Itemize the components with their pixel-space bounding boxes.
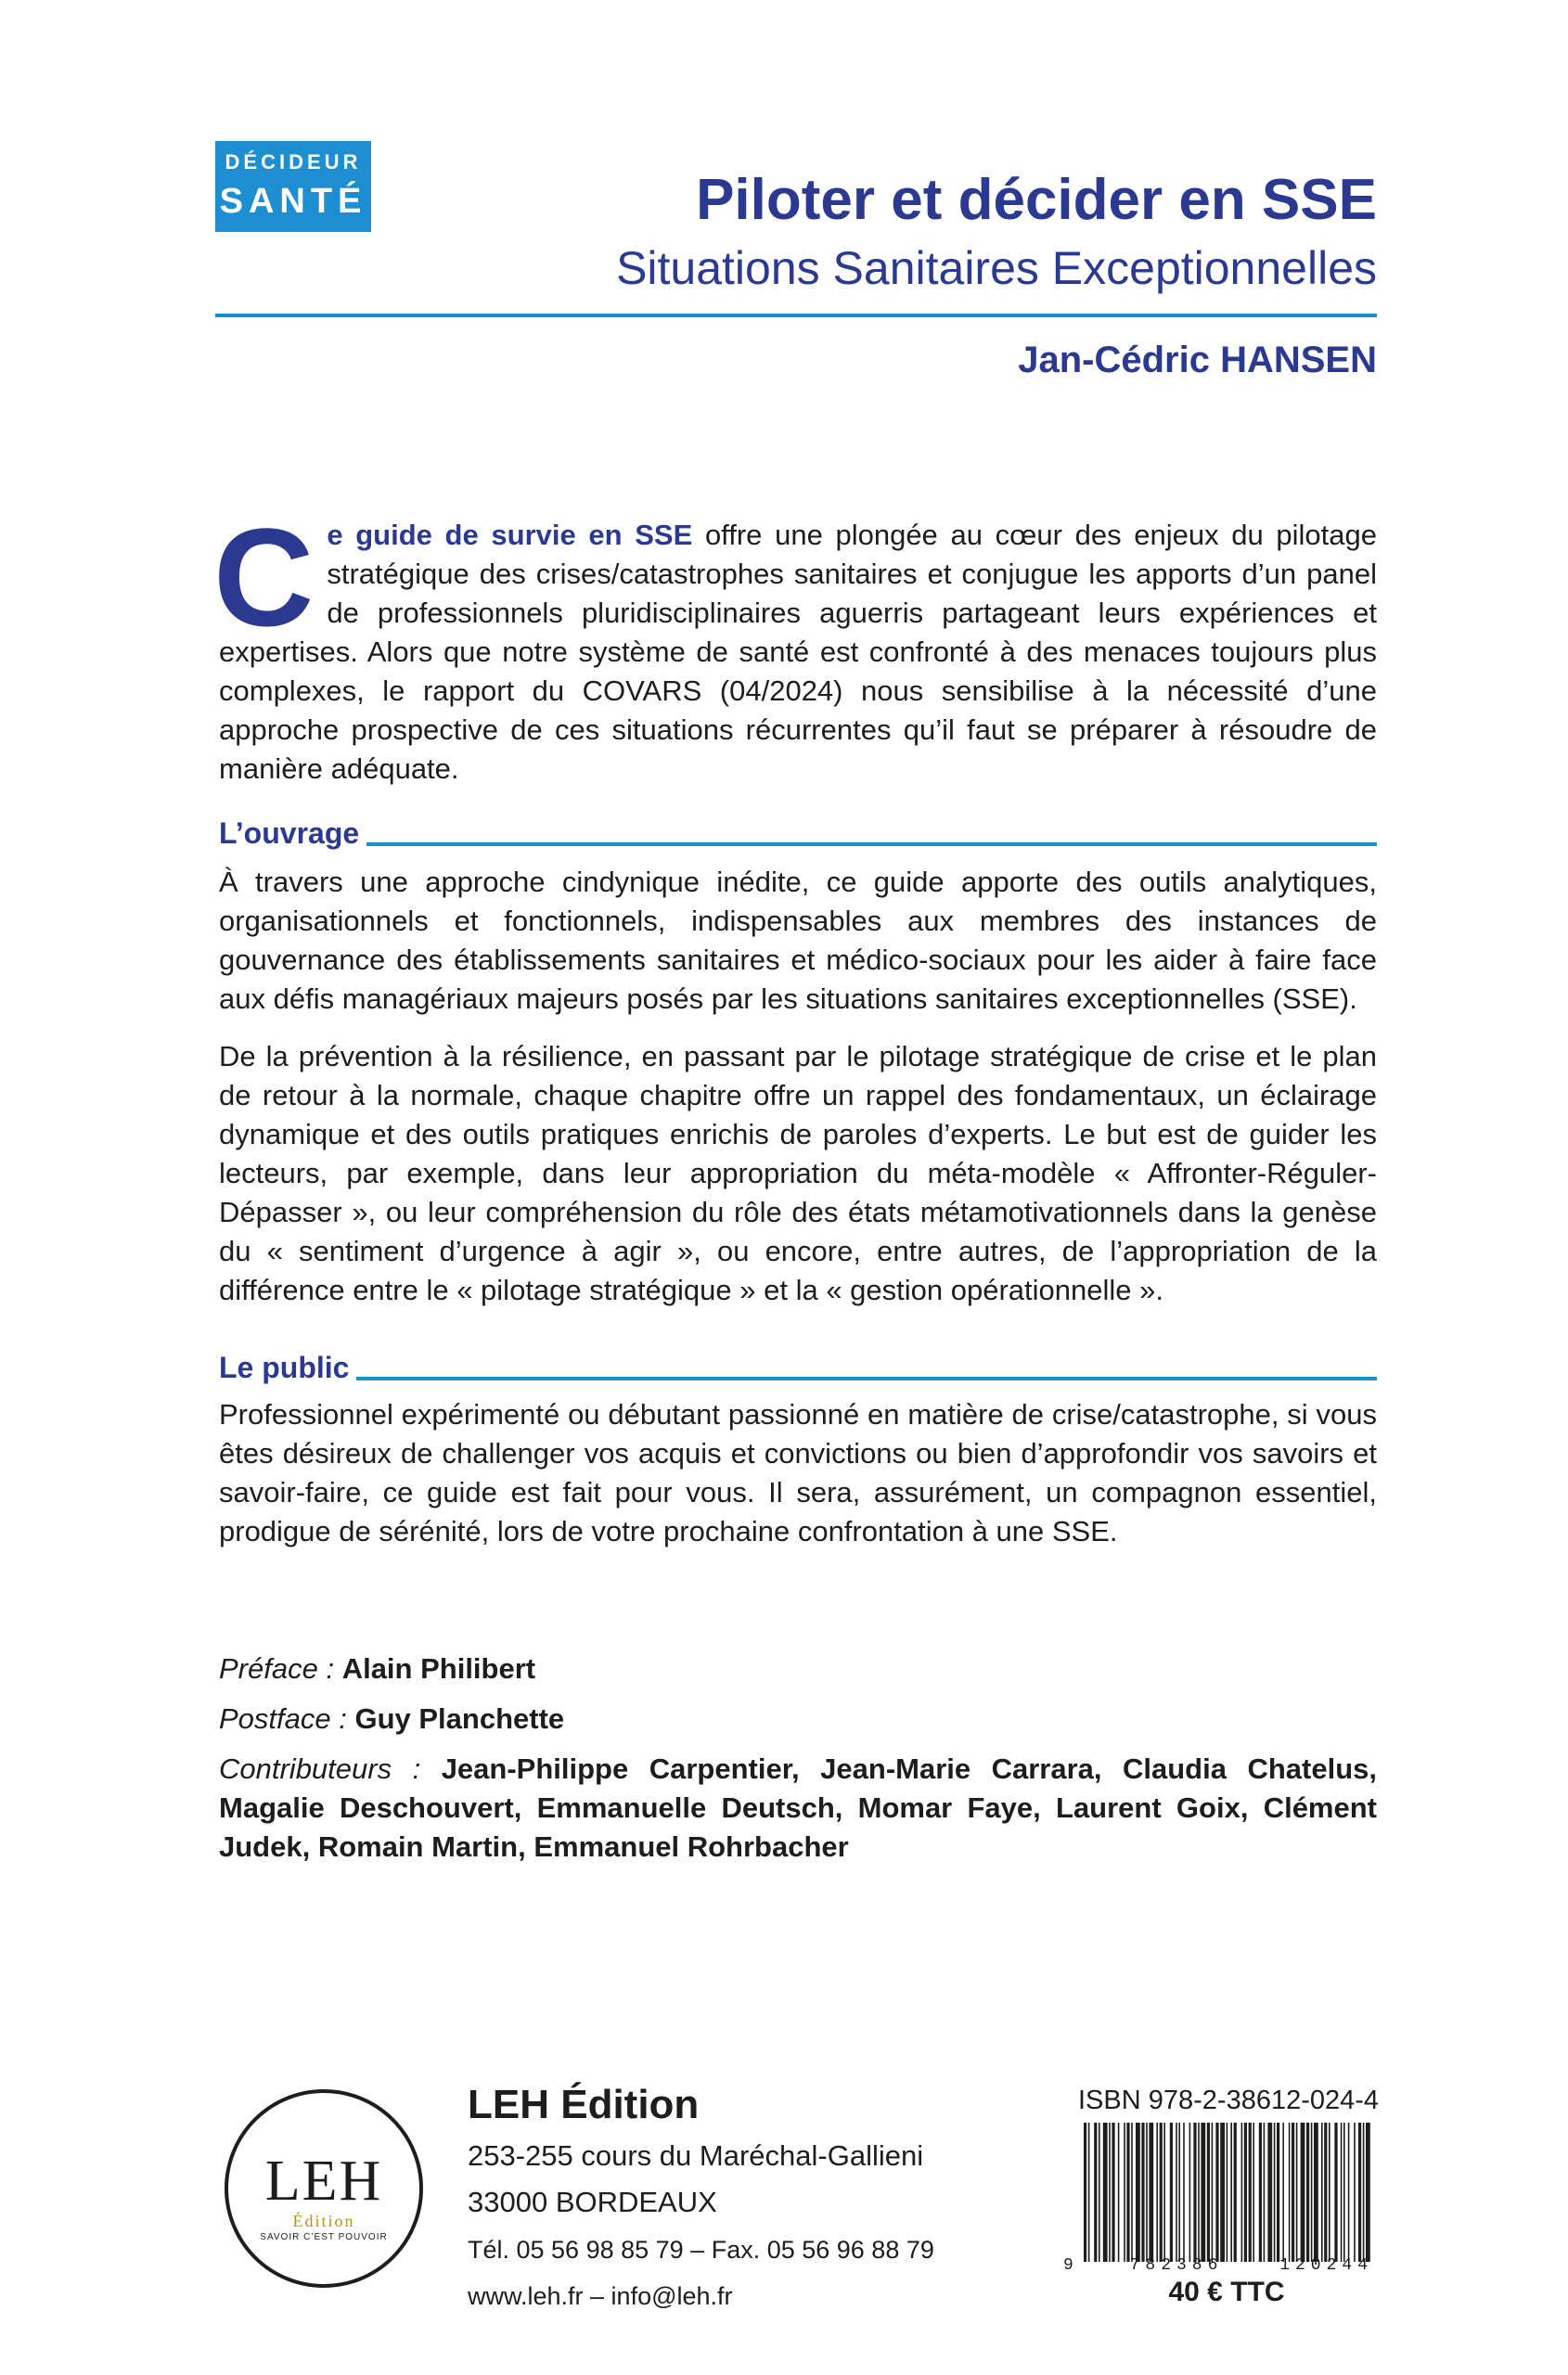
intro-text: offre une plongée au cœur des enjeux du pilotage stratégique des crises/catastrophes sanitaires et conjugue les apports d’un panel de professionnels pluridisciplinaires aguerris partageant leurs expériences et expertises. Alors que notre système de santé est confronté à des menaces toujours plus complexes, le rapport du COVARS (04/2024) nous sensibilise à la nécessité d’une approche prospective de ces situations récurrentes qu’il faut se préparer à résoudre de manière adéquate. bbox=[219, 519, 1378, 785]
barcode-bar bbox=[1193, 2123, 1196, 2262]
barcode-bar bbox=[1112, 2123, 1114, 2262]
barcode-bar bbox=[1156, 2123, 1158, 2262]
publisher-phone: Tél. 05 56 98 85 79 – Fax. 05 56 96 88 79 bbox=[468, 2236, 934, 2264]
header-divider bbox=[215, 314, 1377, 317]
section-rule bbox=[356, 1377, 1377, 1380]
contributors-line bbox=[219, 1750, 1377, 1867]
barcode-bar bbox=[1149, 2123, 1153, 2262]
barcode-bar bbox=[1311, 2123, 1313, 2262]
barcode-bar bbox=[1160, 2123, 1163, 2262]
logo-text: LEH bbox=[264, 2150, 383, 2213]
section-heading-label: L’ouvrage bbox=[219, 816, 360, 850]
barcode-bar bbox=[1124, 2123, 1125, 2262]
barcode-bar bbox=[1170, 2123, 1173, 2262]
barcode-bar bbox=[1215, 2123, 1218, 2262]
barcode-bar bbox=[1348, 2123, 1350, 2262]
barcode-bar bbox=[1230, 2123, 1232, 2262]
publisher-address-2: 33000 BORDEAUX bbox=[468, 2186, 717, 2218]
series-line-1: DÉCIDEUR bbox=[225, 150, 362, 173]
intro-paragraph bbox=[213, 499, 1378, 789]
barcode-bar bbox=[1141, 2123, 1144, 2262]
public-paragraph: Professionnel expérimenté ou débutant passionné en matière de crise/catastrophe, si vous êtes désireux de challenger vos acquis et convictions ou bien d’approfondir vos savoirs et savoir-faire, ce guide est fait pour vous. Il sera, assurément, un compagnon essentiel, prodigue de sérénité, lors de votre prochaine confrontation à une SSE. bbox=[219, 1398, 1377, 1547]
barcode-bar bbox=[1207, 2123, 1210, 2262]
ouvrage-paragraph-1: À travers une approche cindynique inédite, ce guide apporte des outils analytiques, organisationnels et fonctionnels, indispensables aux membres des instances de gouvernance des établissements sanitaires et médico-sociaux pour les aider à faire face aux défis managériaux majeurs posés par les situations sanitaires exceptionnelles (SSE). bbox=[219, 866, 1377, 1015]
barcode-bar bbox=[1314, 2123, 1318, 2262]
barcode bbox=[1082, 2123, 1371, 2262]
barcode-bar bbox=[1198, 2123, 1200, 2262]
barcode-bar bbox=[1084, 2123, 1086, 2262]
preface-line bbox=[219, 1650, 1377, 1688]
barcode-bar bbox=[1321, 2123, 1323, 2262]
barcode-bar bbox=[1301, 2123, 1305, 2262]
book-subtitle: Situations Sanitaires Exceptionnelles bbox=[616, 242, 1377, 294]
book-title: Piloter et décider en SSE bbox=[696, 168, 1377, 232]
barcode-bar bbox=[1136, 2123, 1140, 2262]
drop-cap: C bbox=[213, 499, 315, 655]
barcode-bar bbox=[1363, 2123, 1365, 2262]
barcode-bar bbox=[1131, 2123, 1133, 2262]
preface-label: Préface : bbox=[219, 1652, 342, 1685]
barcode-bar bbox=[1354, 2123, 1356, 2262]
publisher-name: LEH Édition bbox=[468, 2082, 700, 2127]
barcode-bar bbox=[1324, 2123, 1327, 2262]
contributors-label: Contributeurs : bbox=[219, 1752, 442, 1785]
barcode-bar bbox=[1146, 2123, 1148, 2262]
barcode-bar bbox=[1292, 2123, 1294, 2262]
barcode-digit-lead: 9 bbox=[1063, 2256, 1073, 2275]
barcode-bar bbox=[1249, 2123, 1252, 2262]
barcode-bar bbox=[1277, 2123, 1279, 2262]
section-heading-label: Le public bbox=[219, 1351, 350, 1384]
barcode-bar bbox=[1227, 2123, 1228, 2262]
barcode-bar bbox=[1212, 2123, 1214, 2262]
postface-line bbox=[219, 1700, 1377, 1739]
barcode-bar bbox=[1366, 2123, 1370, 2262]
barcode-bar bbox=[1259, 2123, 1262, 2262]
barcode-bar bbox=[1126, 2123, 1129, 2262]
barcode-bar bbox=[1099, 2123, 1100, 2262]
publisher-web: www.leh.fr – info@leh.fr bbox=[468, 2282, 733, 2310]
barcode-bar bbox=[1253, 2123, 1254, 2262]
barcode-digits-left: 782386 bbox=[1129, 2256, 1224, 2275]
barcode-bar bbox=[1189, 2123, 1191, 2262]
barcode-bar bbox=[1343, 2123, 1345, 2262]
barcode-bar bbox=[1183, 2123, 1185, 2262]
preface-name: Alain Philibert bbox=[341, 1652, 536, 1685]
postface-name: Guy Planchette bbox=[354, 1702, 565, 1735]
series-badge bbox=[215, 141, 371, 232]
intro-lead: e guide de survie en SSE bbox=[327, 519, 693, 551]
barcode-bar bbox=[1094, 2123, 1097, 2262]
barcode-digits-right: 120244 bbox=[1279, 2256, 1373, 2275]
barcode-bar bbox=[1118, 2123, 1120, 2262]
barcode-bar bbox=[1241, 2123, 1243, 2262]
section-heading-public bbox=[219, 1345, 1377, 1386]
ouvrage-paragraph-2: De la prévention à la résilience, en passant par le pilotage stratégique de crise et le plan de retour à la normale, chaque chapitre offre un rappel des fondamentaux, un éclairage dynamique et des outils pratiques enrichis de paroles d’experts. Le but est de guider les lecteurs, par exemple, dans leur appropriation du méta-modèle « Affronter-Réguler-Dépasser », ou leur compréhension du rôle des états métamotivationnels dans la genèse du « sentiment d’urgence à agir », ou encore, entre autres, de l’appropriation de la différence entre le « pilotage stratégique » et la « gestion opérationnelle ». bbox=[219, 1040, 1377, 1306]
contributors-names: Jean-Philippe Carpentier, Jean-Marie Carrara, Claudia Chatelus, Magalie Deschouvert, Emmanuelle Deutsch, Momar Faye, Laurent Goix, Clément Judek, Romain Martin, Emmanuel Rohrbacher bbox=[219, 1752, 1377, 1863]
barcode-bar bbox=[1109, 2123, 1111, 2262]
barcode-bar bbox=[1178, 2123, 1180, 2262]
barcode-bar bbox=[1329, 2123, 1330, 2262]
barcode-bar bbox=[1274, 2123, 1276, 2262]
barcode-bar bbox=[1282, 2123, 1284, 2262]
logo-tagline: SAVOIR C’EST POUVOIR bbox=[260, 2232, 388, 2242]
barcode-bar bbox=[1201, 2123, 1205, 2262]
barcode-bar bbox=[1296, 2123, 1298, 2262]
credits bbox=[219, 1650, 1377, 1878]
book-author: Jan-Cédric HANSEN bbox=[1018, 340, 1377, 380]
logo-edition: Édition bbox=[292, 2212, 355, 2230]
publisher-logo bbox=[225, 2089, 423, 2288]
barcode-bar bbox=[1358, 2123, 1361, 2262]
barcode-bar bbox=[1264, 2123, 1266, 2262]
barcode-bar bbox=[1334, 2123, 1337, 2262]
barcode-bar bbox=[1163, 2123, 1165, 2262]
section-rule bbox=[366, 842, 1377, 846]
publisher-address-1: 253-255 cours du Maréchal-Gallieni bbox=[468, 2139, 924, 2172]
isbn: ISBN 978-2-38612-024-4 bbox=[1078, 2086, 1380, 2115]
postface-label: Postface : bbox=[219, 1702, 355, 1735]
barcode-bar bbox=[1234, 2123, 1237, 2262]
price: 40 € TTC bbox=[1168, 2277, 1285, 2307]
barcode-bar bbox=[1267, 2123, 1272, 2262]
barcode-bar bbox=[1341, 2123, 1343, 2262]
barcode-bar bbox=[1306, 2123, 1309, 2262]
series-line-2: SANTÉ bbox=[219, 182, 367, 221]
barcode-bar bbox=[1289, 2123, 1291, 2262]
barcode-bar bbox=[1088, 2123, 1090, 2262]
section-heading-ouvrage bbox=[219, 811, 1377, 852]
barcode-bar bbox=[1176, 2123, 1177, 2262]
barcode-digits bbox=[1063, 2256, 1373, 2275]
barcode-bar bbox=[1244, 2123, 1247, 2262]
barcode-bar bbox=[1220, 2123, 1225, 2262]
barcode-bar bbox=[1103, 2123, 1108, 2262]
